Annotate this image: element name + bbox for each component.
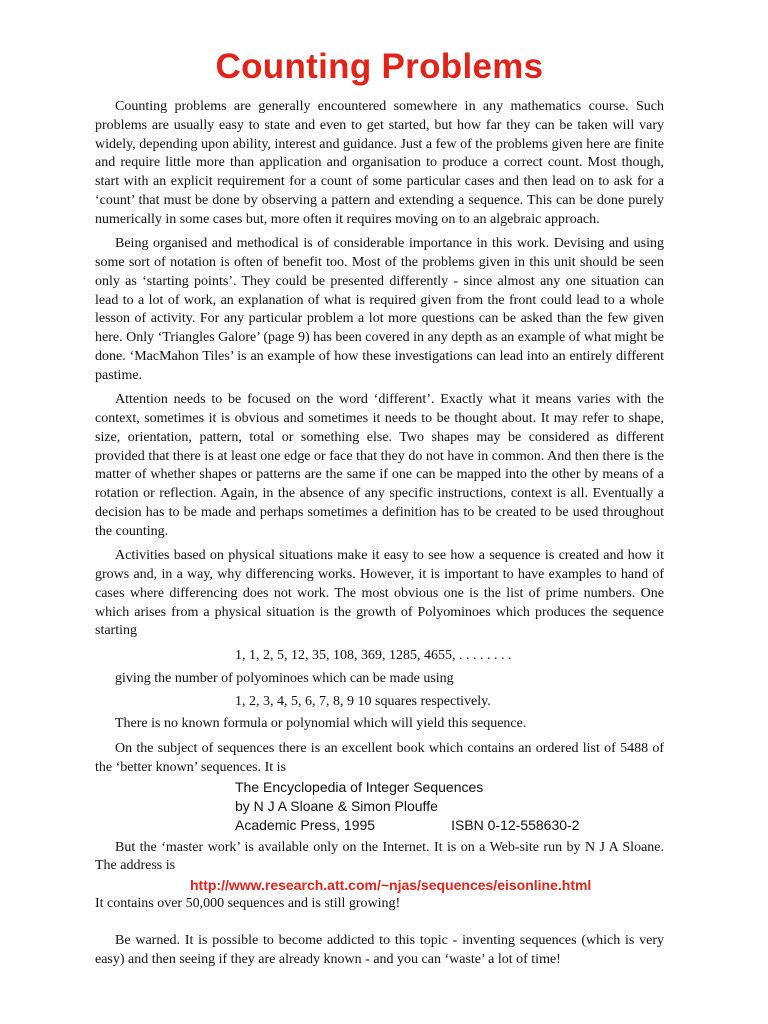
citation-isbn: ISBN 0-12-558630-2 <box>451 816 580 833</box>
citation-publisher: Academic Press, 1995 <box>235 816 376 833</box>
squares-line: 1, 2, 3, 4, 5, 6, 7, 8, 9 10 squares respectively. <box>235 693 491 709</box>
contains-line: It contains over 50,000 sequences and is still growing! <box>95 896 401 911</box>
sequences-url-link[interactable]: http://www.research.att.com/~njas/sequences/eisonline.html <box>190 877 592 893</box>
formula-line: There is no known formula or polynomial which will yield this sequence. <box>115 716 527 732</box>
activities-paragraph: Activities based on physical situations make it easy to see how a sequence is created and how it grows and, in a way, why differencing works. However, it is important to have examples to hand of cases where differencing does not work. The most obvious one is the list of prime numbers. One which arises from a physical situation is the growth of Polyominoes which produces the sequence starting <box>95 548 664 639</box>
polyomino-sequence: 1, 1, 2, 5, 12, 35, 108, 369, 1285, 4655, . . . . . . . . <box>235 648 512 663</box>
intro-paragraph: Counting problems are generally encountered somewhere in any mathematics course. Such problems are usually easy to state and even to get started, but how far they can be taken will vary widely, depending upon ability, interest and guidance. Just a few of the problems given here are finite and require little more than application and organisation to produce a correct count. Most though, start with an explicit requirement for a count of some particular cases and then lead on to ask for a ‘count’ that must be done by observing a pattern and extending a sequence. This can be done purely numerically in some cases but, more often it requires moving on to an algebraic approach. <box>95 99 664 227</box>
warning-paragraph: Be warned. It is possible to become addicted to this topic - inventing sequences (which is very easy) and then seeing if they are already known - and you can ‘waste’ a lot of time! <box>95 932 664 967</box>
giving-line: giving the number of polyominoes which can be made using <box>115 670 454 686</box>
master-work-paragraph: But the ‘master work’ is available only on the Internet. It is on a Web-site run by N J A Sloane. The address is <box>95 839 664 874</box>
page-title: Counting Problems <box>215 47 544 86</box>
citation-authors: by N J A Sloane & Simon Plouffe <box>235 797 438 814</box>
citation-title: The Encyclopedia of Integer Sequences <box>235 778 484 795</box>
organisation-paragraph: Being organised and methodical is of considerable importance in this work. Devising and using some sort of notation is often of benefit too. Most of the problems given in this unit should be seen only as ‘starting points’. They could be presented differently - since almost any one situation can lead to a lot of work, an explanation of what is required given from the front could lead to a whole lesson of activity. For any particular problem a lot more questions can be asked than the few given here. Only ‘Triangles Galore’ (page 9) has been covered in any depth as an example of what might be done. ‘MacMahon Tiles’ is an example of how these investigations can lead into an entirely different pastime. <box>95 236 664 383</box>
book-intro-paragraph: On the subject of sequences there is an excellent book which contains an ordered list of 5488 of the ‘better known’ sequences. It is <box>95 741 664 775</box>
different-paragraph: Attention needs to be focused on the word ‘different’. Exactly what it means varies with the context, sometimes it is obvious and sometimes it needs to be thought about. It may refer to shape, size, orientation, pattern, total or something else. Two shapes may be considered as different provided that there is at least one edge or face that they do not have in common. And then there is the matter of whether shapes or patterns are the same if one can be mapped into the other by means of a rotation or reflection. Again, in the absence of any specific instructions, context is all. Eventually a decision has to be made and perhaps sometimes a definition has to be created to be used throughout the counting. <box>95 392 664 539</box>
book-citation <box>95 778 664 835</box>
